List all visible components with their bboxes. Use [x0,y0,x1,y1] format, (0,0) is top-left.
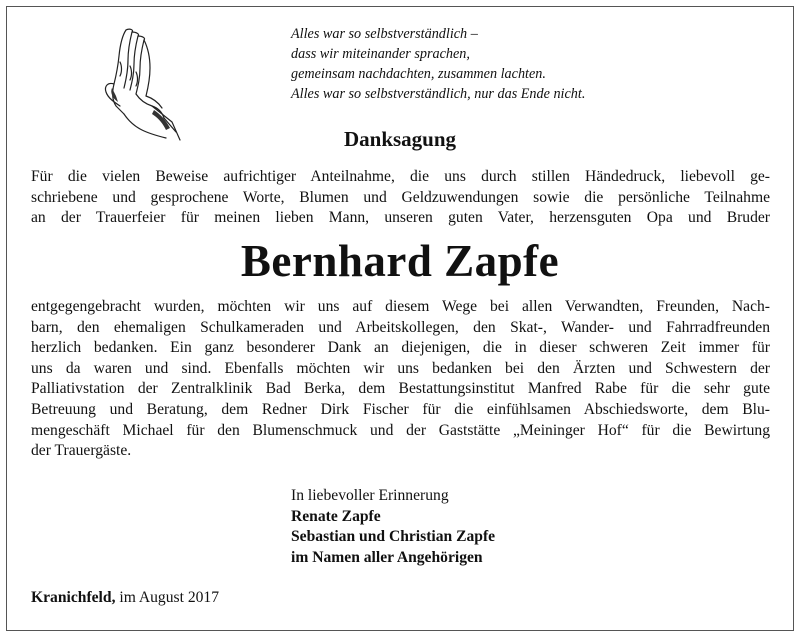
poem-line: Alles war so selbstverständlich, nur das Ende nicht. [291,86,586,102]
place-date-text: im August 2017 [119,589,220,606]
poem [291,24,585,104]
intro-paragraph [31,167,770,229]
poem-line: gemeinsam nachdachten, zusammen lachten. [291,66,546,82]
closing-block [291,486,495,568]
signer: im Namen aller Angehörigen [291,548,483,566]
place-city: Kranichfeld, [31,589,116,606]
text-line: an der Trauerfeier für meinen lieben Mann, unseren guten Vater, herzensguten Opa und Bruder [31,209,770,227]
text-line: entgegengebracht wurden, möchten wir uns auf diesem Wege bei allen Verwandten, Freunden, Nach- [31,298,770,315]
text-line: schriebene und gesprochene Worte, Blumen und Geldzuwendungen sowie die persönliche Teilnahme [31,188,770,206]
closing-intro: In liebevoller Erinnerung [291,487,449,504]
poem-line: Alles war so selbstverständlich – [291,26,478,42]
signer: Sebastian und Christian Zapfe [291,528,496,545]
text-line: Für die vielen Beweise aufrichtiger Anteilnahme, die uns durch stillen Händedruck, liebevoll ge- [31,168,770,185]
text-line: barn, den ehemaligen Schulkameraden und Arbeitskollegen, den Skat-, Wander- und Fahrradfreunden [31,318,770,336]
poem-line: dass wir miteinander sprachen, [291,46,470,62]
place-date [31,589,219,607]
text-line: herzlich bedanken. Ein ganz besonderer Dank an diejenigen, die in dieser schweren Zeit immer für [31,339,770,357]
body-paragraph [31,297,770,462]
deceased-name: Bernhard Zapfe [240,236,560,286]
text-line: Betreuung und Beratung, dem Redner Dirk Fischer für die einfühlsamen Abschiedsworte, dem Blu- [31,400,770,418]
text-line: Palliativstation der Zentralklinik Bad Berka, dem Bestattungsinstitut Manfred Rabe für die sehr gute [31,380,770,398]
text-line: der Trauergäste. [31,442,132,460]
praying-hands-icon [92,22,188,142]
notice-heading: Danksagung [343,127,457,151]
text-line: mengeschäft Michael für den Blumenschmuck und der Gaststätte „Meininger Hof“ für die Bewirtung [31,421,770,439]
signer: Renate Zapfe [291,507,381,525]
text-line: uns da waren und sind. Ebenfalls möchten wir uns bedanken bei den Ärzten und Schwestern der [31,359,770,377]
